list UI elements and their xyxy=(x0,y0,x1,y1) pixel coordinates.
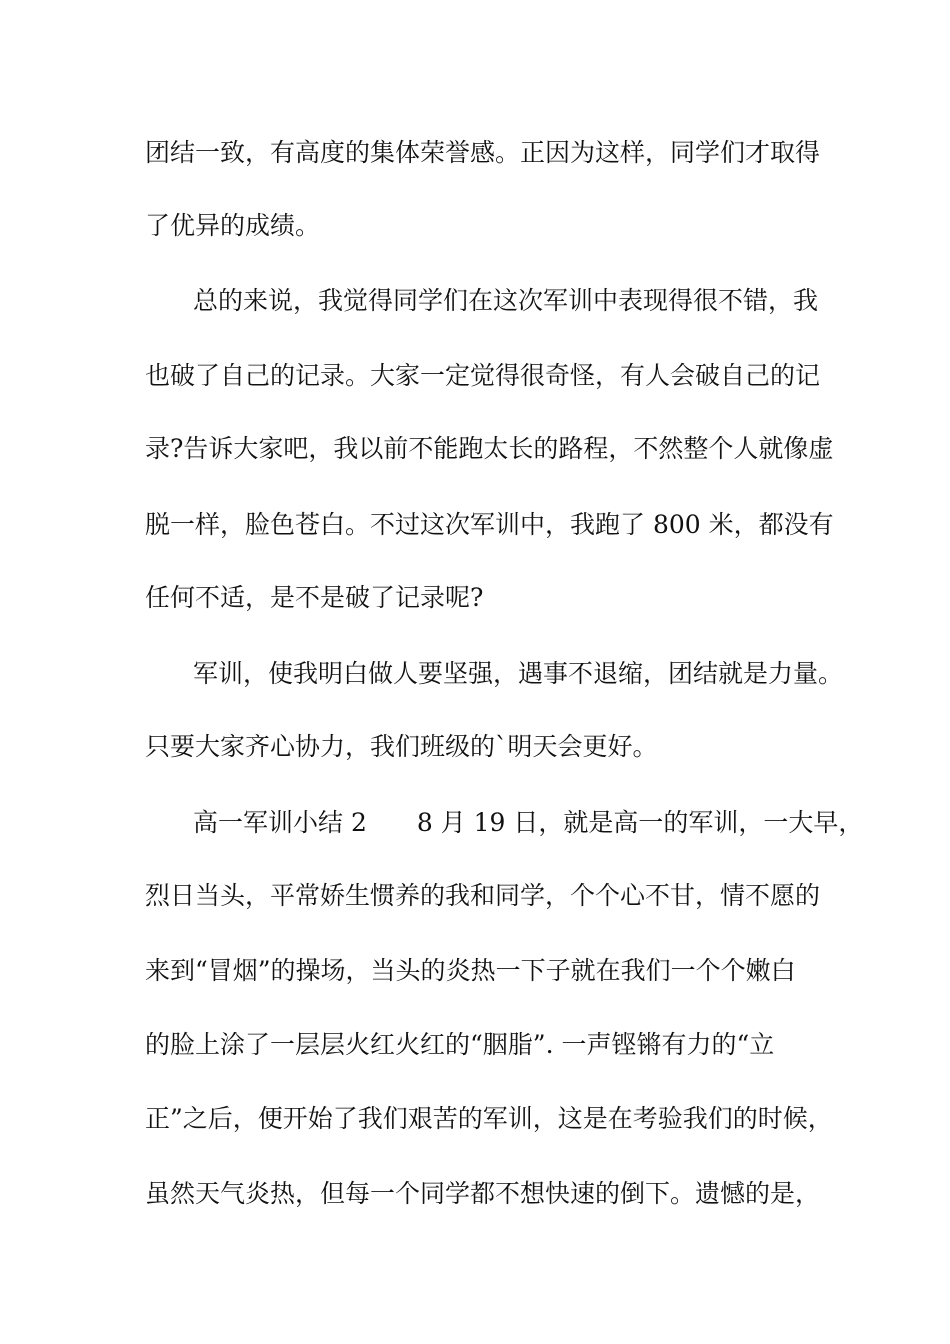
paragraph-start-line: 军训，使我明白做人要坚强，遇事不退缩，团结就是力量。 xyxy=(193,659,844,688)
text-line-13: 的脸上涂了一层层火红火红的“胭脂”. 一声铿锵有力的“立 xyxy=(145,1030,775,1059)
text-line-6: 脱一样，脸色苍白。不过这次军训中，我跑了 800 米，都没有 xyxy=(145,510,834,539)
text-line-11: 烈日当头，平常娇生惯养的我和同学，个个心不甘，情不愿的 xyxy=(145,881,821,910)
text-line-12: 来到“冒烟”的操场，当头的炎热一下子就在我们一个个嫩白 xyxy=(145,956,796,985)
text-line-9: 只要大家齐心协力，我们班级的`明天会更好。 xyxy=(145,732,658,761)
text-line-15: 虽然天气炎热，但每一个同学都不想快速的倒下。遗憾的是， xyxy=(145,1179,821,1208)
section-heading-line: 高一军训小结 2 8 月 19 日，就是高一的军训，一大早， xyxy=(193,808,864,837)
text-line-2: 了优异的成绩。 xyxy=(145,211,321,240)
text-line-7: 任何不适，是不是破了记录呢? xyxy=(145,583,484,612)
text-line-1: 团结一致，有高度的集体荣誉感。正因为这样，同学们才取得 xyxy=(145,138,821,167)
text-line-5: 录?告诉大家吧，我以前不能跑太长的路程，不然整个人就像虚 xyxy=(145,434,834,463)
text-line-4: 也破了自己的记录。大家一定觉得很奇怪，有人会破自己的记 xyxy=(145,361,821,390)
text-line-14: 正”之后，便开始了我们艰苦的军训，这是在考验我们的时候， xyxy=(145,1104,833,1133)
paragraph-start-line: 总的来说，我觉得同学们在这次军训中表现得很不错，我 xyxy=(193,286,819,315)
